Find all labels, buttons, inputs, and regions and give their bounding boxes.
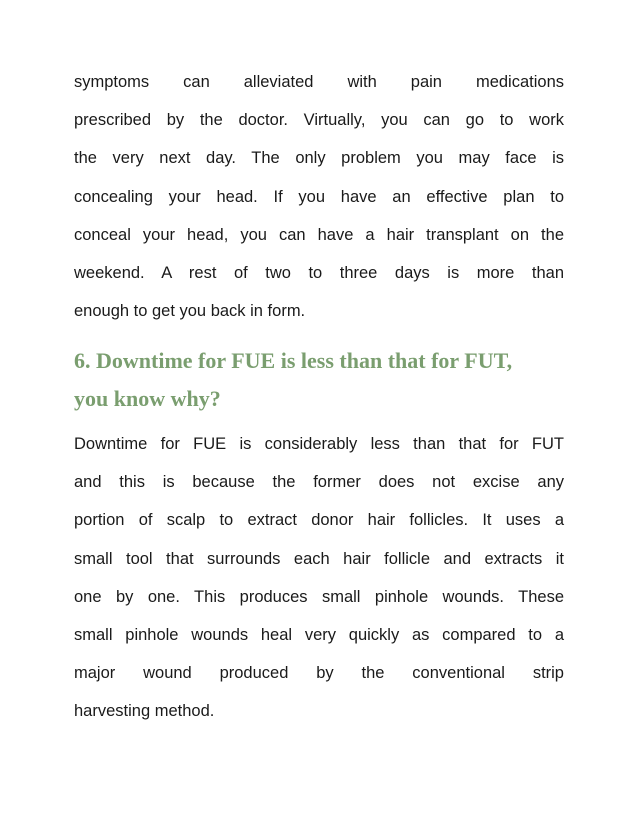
text-line: major wound produced by the conventional strip — [74, 664, 564, 683]
text-line: prescribed by the doctor. Virtually, you can go to work — [74, 111, 564, 130]
text-line: the very next day. The only problem you may face is — [74, 149, 564, 168]
paragraph-fue-downtime — [74, 434, 564, 740]
section-heading-downtime — [74, 348, 564, 424]
heading-line: you know why? — [74, 386, 221, 411]
paragraph-symptoms — [74, 72, 564, 339]
text-line: small tool that surrounds each hair follicle and extracts it — [74, 549, 564, 568]
text-line: concealing your head. If you have an effective plan to — [74, 187, 564, 206]
text-line: one by one. This produces small pinhole wounds. These — [74, 587, 564, 606]
heading-line: 6. Downtime for FUE is less than that for FUT, — [74, 348, 513, 373]
text-line: portion of scalp to extract donor hair follicles. It uses a — [74, 511, 564, 530]
text-line: Downtime for FUE is considerably less than that for FUT — [74, 435, 564, 453]
text-line: small pinhole wounds heal very quickly as compared to a — [74, 625, 564, 644]
text-line: enough to get you back in form. — [74, 302, 306, 321]
text-line: and this is because the former does not excise any — [74, 473, 564, 492]
text-line: symptoms can alleviated with pain medications — [74, 73, 564, 91]
text-line: conceal your head, you can have a hair transplant on the — [74, 225, 564, 244]
text-line: harvesting method. — [74, 702, 215, 721]
text-line: weekend. A rest of two to three days is more than — [74, 263, 564, 282]
